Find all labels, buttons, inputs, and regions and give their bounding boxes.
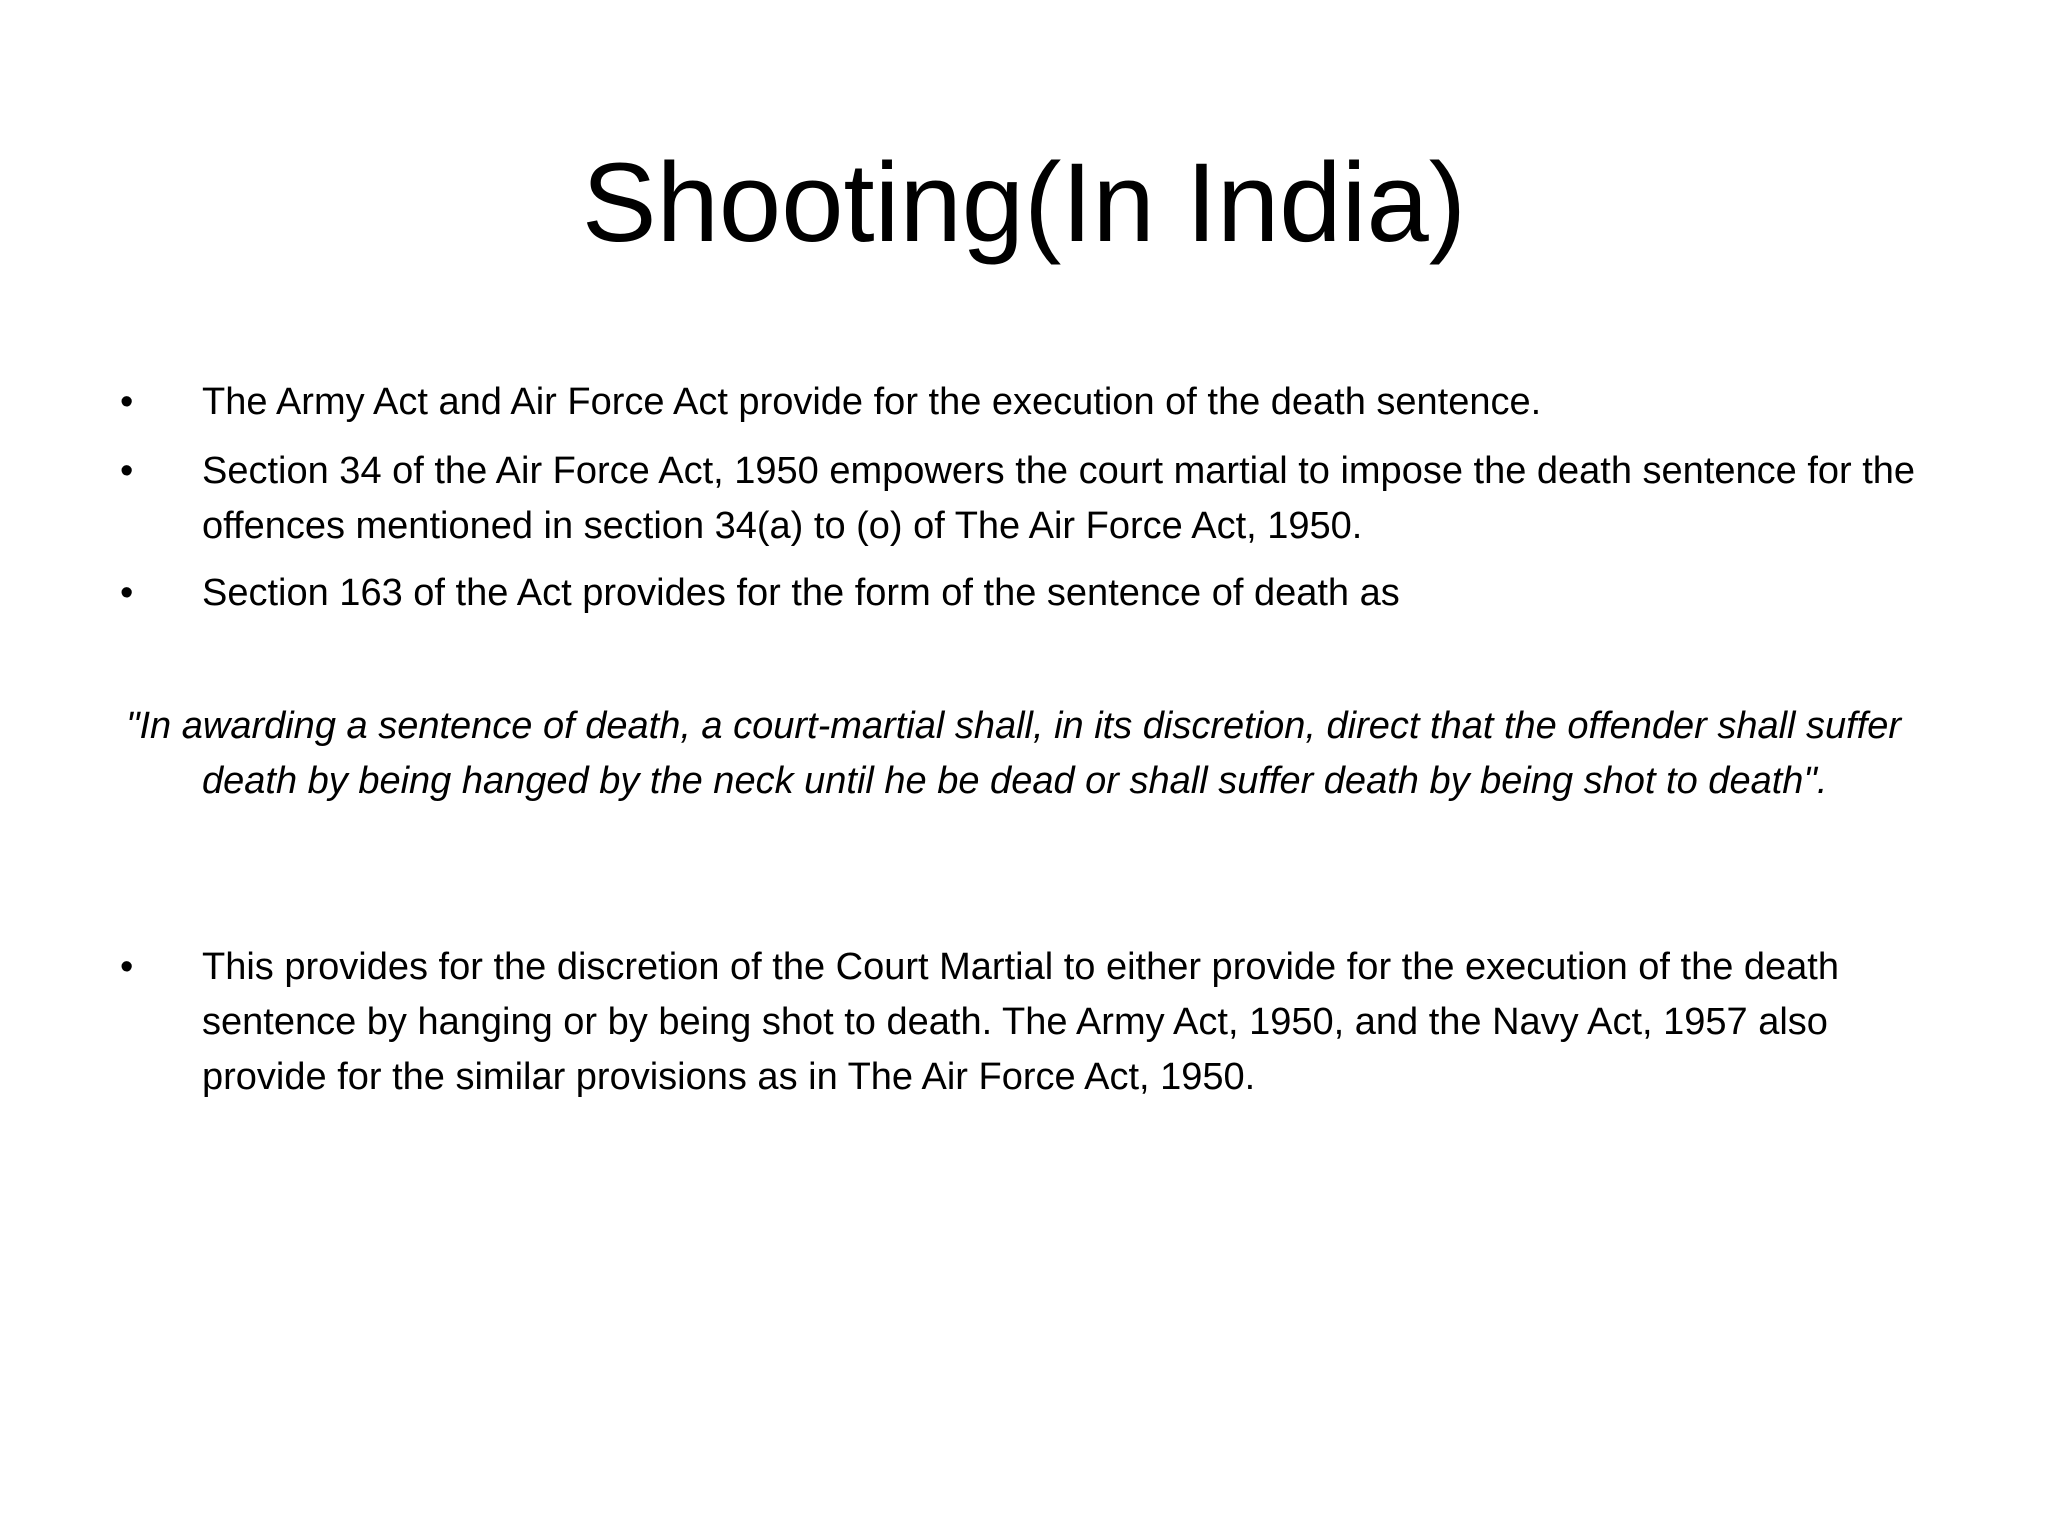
quoted-provision: "In awarding a sentence of death, a court-martial shall, in its discretion, direct that the offender shall suffer death by being hanged by the neck until he be dead or shall suffer death by being shot to death". bbox=[126, 705, 1902, 802]
bullet-text: The Army Act and Air Force Act provide for the execution of the death sentence. bbox=[202, 381, 1542, 423]
bullet-text: Section 163 of the Act provides for the form of the sentence of death as bbox=[202, 572, 1400, 614]
bullet-marker: • bbox=[120, 450, 134, 492]
bullet-text: Section 34 of the Air Force Act, 1950 empowers the court martial to impose the death sentence for the offences mentioned in section 34(a) to (o) of The Air Force Act, 1950. bbox=[202, 450, 1916, 547]
bullet-marker: • bbox=[120, 381, 134, 423]
bullet-text: This provides for the discretion of the Court Martial to either provide for the execution of the death sentence by hanging or by being shot to death. The Army Act, 1950, and the Navy Act, 1957 also provide for the similar provisions as in The Air Force Act, 1950. bbox=[202, 946, 1839, 1098]
slide-title: Shooting(In India) bbox=[581, 140, 1467, 265]
bullet-marker: • bbox=[120, 572, 134, 614]
bullet-marker: • bbox=[120, 946, 134, 988]
